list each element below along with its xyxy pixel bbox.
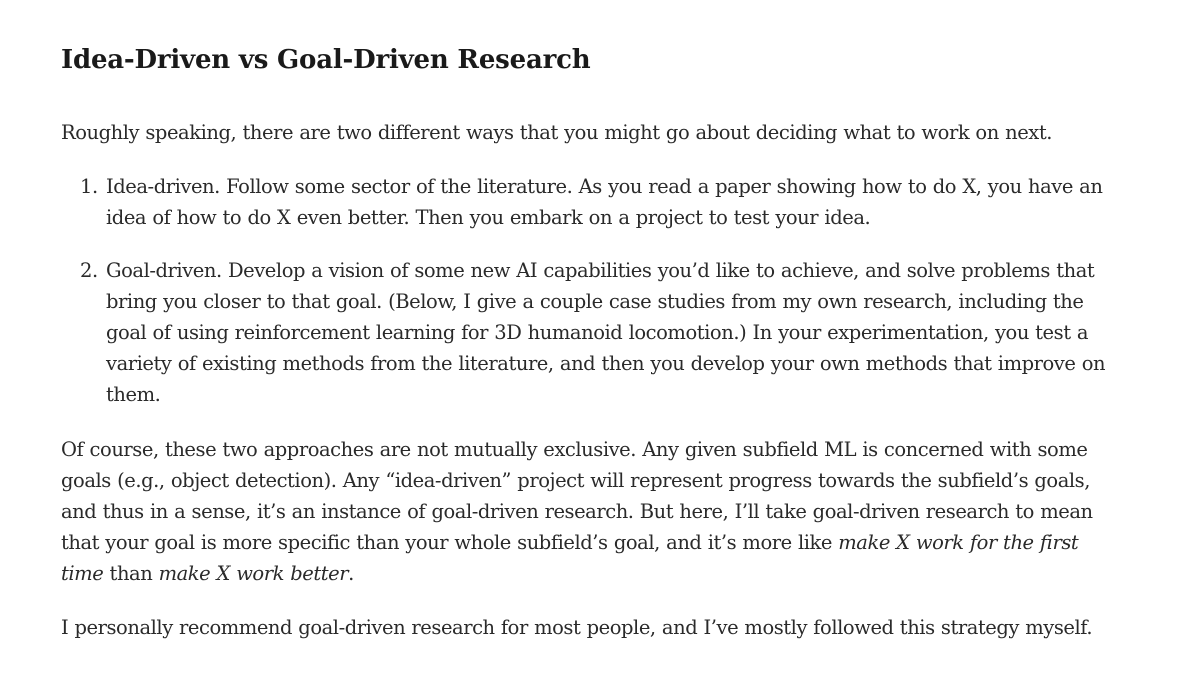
list-item-line: variety of existing methods from the literature, and then you develop your own methods that improve on [106, 352, 1106, 375]
paragraph-line [61, 558, 1093, 589]
approaches-list [61, 171, 1146, 410]
of-course-paragraph [61, 434, 1093, 589]
paragraph-line: Of course, these two approaches are not mutually exclusive. Any given subfield ML is concerned with some [61, 438, 1088, 461]
list-item-line: idea of how to do X even better. Then you embark on a project to test your idea. [106, 206, 871, 229]
list-marker: 1. [80, 175, 98, 198]
paragraph-text: . [348, 562, 354, 585]
article-heading: Idea-Driven vs Goal-Driven Research [61, 45, 591, 75]
emphasis-make-x-work-better: make X work better [158, 562, 349, 585]
list-item-line: them. [106, 383, 161, 406]
list-item-line: Goal-driven. Develop a vision of some new AI capabilities you’d like to achieve, and solve problems that [106, 259, 1095, 282]
list-item-line: Idea-driven. Follow some sector of the literature. As you read a paper showing how to do X, you have an [106, 175, 1103, 198]
list-item-idea-driven [61, 171, 1146, 233]
list-item-line: goal of using reinforcement learning for 3D humanoid locomotion.) In your experimentation, you test a [106, 321, 1089, 344]
list-item-line: bring you closer to that goal. (Below, I give a couple case studies from my own research, including the [106, 290, 1084, 313]
paragraph-line [61, 527, 1093, 558]
paragraph-text: than [103, 562, 159, 585]
intro-paragraph: Roughly speaking, there are two different ways that you might go about deciding what to work on next. [61, 121, 1052, 144]
emphasis-make-x-work-first: make X work for the first [838, 531, 1079, 554]
list-marker: 2. [80, 259, 98, 282]
list-item-goal-driven [61, 255, 1146, 410]
emphasis-time: time [61, 562, 104, 585]
recommendation-paragraph: I personally recommend goal-driven research for most people, and I’ve mostly followed this strategy myself. [61, 616, 1093, 639]
paragraph-line: and thus in a sense, it’s an instance of goal-driven research. But here, I’ll take goal-driven research to mean [61, 500, 1093, 523]
paragraph-text: that your goal is more specific than your whole subfield’s goal, and it’s more like [61, 531, 839, 554]
paragraph-line: goals (e.g., object detection). Any “idea-driven” project will represent progress towards the subfield’s goals, [61, 469, 1090, 492]
